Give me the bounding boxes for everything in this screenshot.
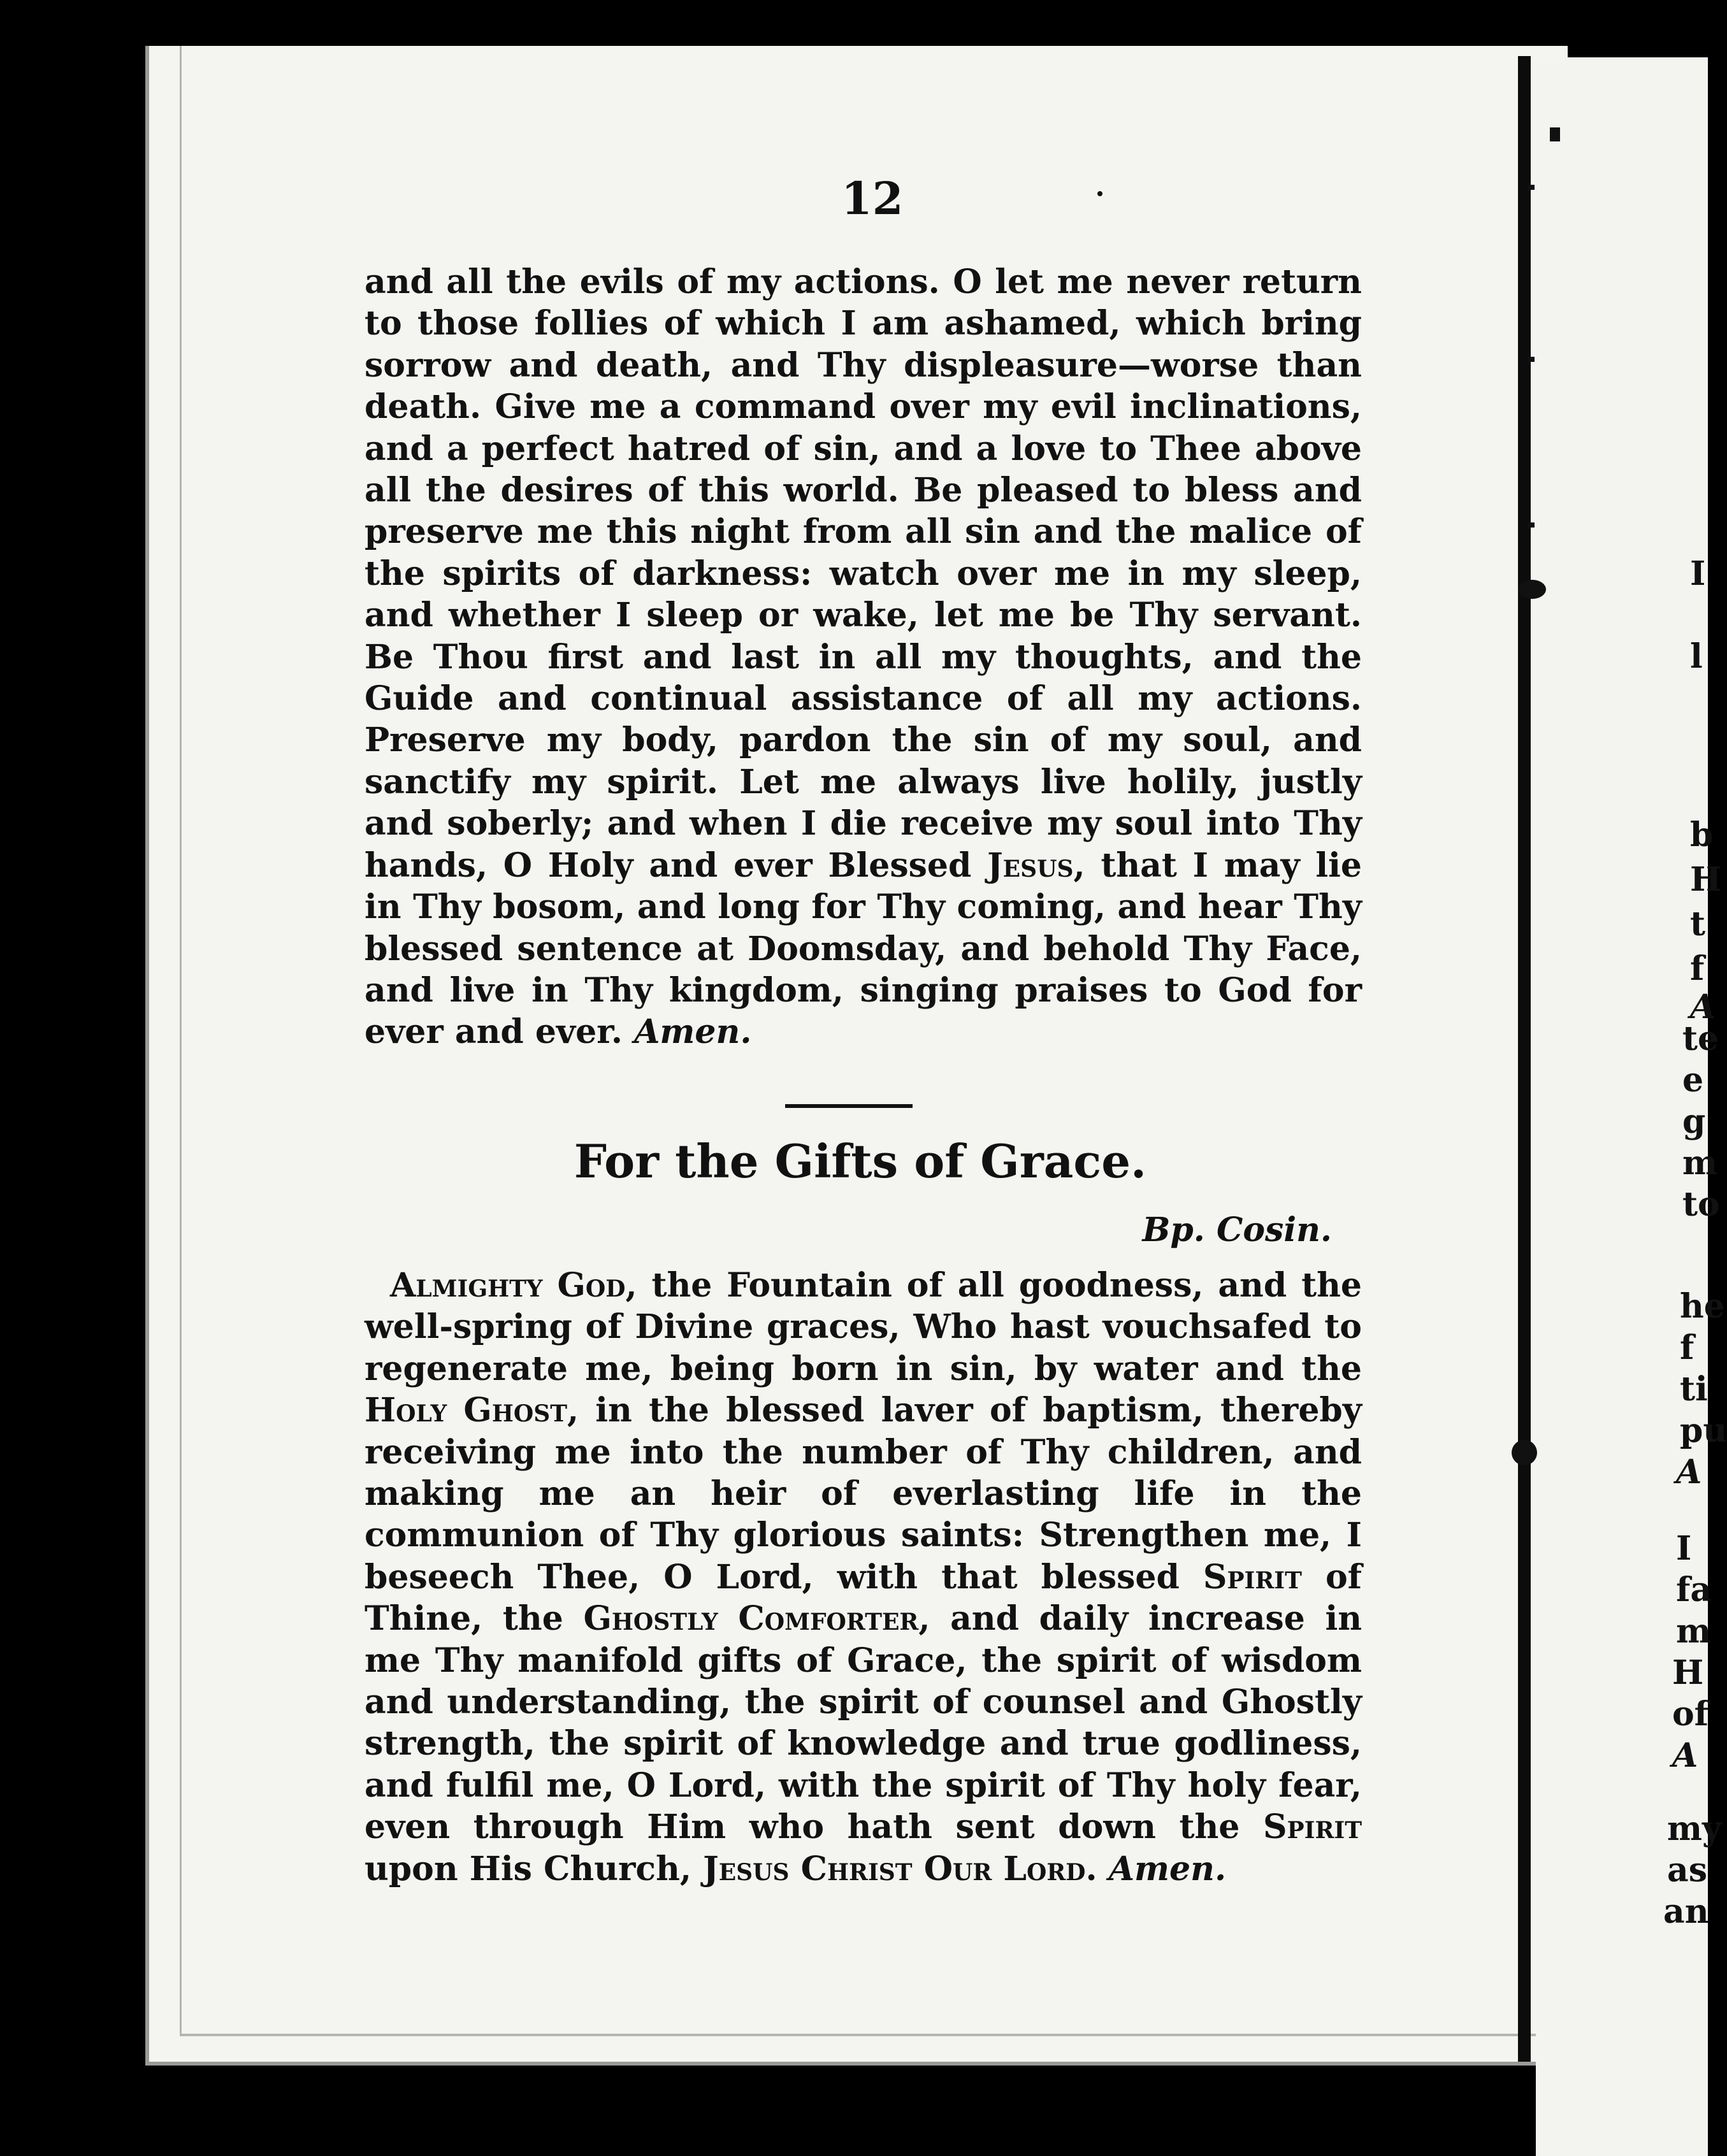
adjacent-fragment: H xyxy=(1672,1653,1704,1692)
adjacent-fragment: fa xyxy=(1676,1570,1712,1609)
section-divider xyxy=(785,1104,913,1108)
adjacent-fragment: I xyxy=(1690,554,1706,593)
adjacent-fragment: m xyxy=(1676,1612,1712,1651)
adjacent-fragment: an xyxy=(1663,1892,1709,1931)
adjacent-fragment: A xyxy=(1676,1453,1702,1491)
adjacent-fragment: I xyxy=(1676,1529,1692,1568)
section-heading: For the Gifts of Grace. xyxy=(574,1134,1147,1188)
adjacent-fragment: pu xyxy=(1680,1411,1727,1450)
ink-mark xyxy=(1550,127,1560,141)
divine-name: Jesus Christ Our Lord xyxy=(703,1849,1086,1888)
adjacent-fragment: as xyxy=(1667,1851,1707,1890)
adjacent-fragment: b xyxy=(1690,816,1714,854)
amen: Amen. xyxy=(1108,1849,1227,1888)
adjacent-fragment: l xyxy=(1690,637,1703,676)
ink-mark xyxy=(1097,191,1102,196)
divine-name: Spirit xyxy=(1203,1557,1302,1597)
prayer-text: and all the evils of my actions. O let me never return to those follies of which I am ashamed, which bring sorrow and death, and Thy displeasure—worse than death. Give me a command over my evil inclinations, and a perfect hatred of sin, and a love to Thee above all the desires of this world. Be pleased to bless and preserve me this night from all sin and the malice of the spirits of darkness: watch over me in my sleep, and whether I sleep or wake, let me be Thy servant. Be Thou first and last in all my thoughts, and the Guide and continual assistance of all my actions. Preserve my body, pardon the sin of my soul, and sanctify my spirit. Let me always live holily, justly and soberly; and when I die receive my soul into Thy hands, O Holy and ever Blessed xyxy=(365,262,1362,885)
adjacent-fragment: of xyxy=(1672,1695,1709,1734)
adjacent-fragment: f xyxy=(1680,1328,1694,1367)
prayer-paragraph-1 xyxy=(365,261,1362,1053)
divine-name: Ghostly Comforter xyxy=(583,1599,919,1639)
prayer-text: , in the blessed laver of baptism, thereby receiving me into the number of Thy children, and making me an heir of everlasting life in the communion of Thy glorious saints: Strengthen me, I beseech Thee, O Lord, with that blessed xyxy=(365,1391,1362,1597)
adjacent-fragment: H xyxy=(1690,860,1722,899)
author-attribution: Bp. Cosin. xyxy=(1142,1211,1332,1249)
divine-name: Holy Ghost xyxy=(365,1391,567,1430)
prayer-text: of Thine, the xyxy=(365,1557,1362,1639)
adjacent-fragment: m xyxy=(1682,1144,1718,1182)
prayer-text: , the Fountain of all goodness, and the well-spring of Divine graces, Who hast vouchsafed to regenerate me, being born in sin, by water and the xyxy=(365,1266,1362,1388)
prayer-text-cont: , that I may lie in Thy bosom, and long for Thy coming, and hear Thy blessed sentence at Doomsday, and behold Thy Face, and live in Thy kingdom, singing praises to God for ever and ever. xyxy=(365,845,1362,1052)
adjacent-fragment: f xyxy=(1690,949,1705,988)
ink-mark xyxy=(1512,1440,1537,1465)
page-number: 12 xyxy=(841,172,904,225)
prayer-text: upon His Church, xyxy=(365,1849,704,1888)
divine-name: Spirit xyxy=(1262,1807,1362,1847)
adjacent-fragment: A xyxy=(1690,988,1716,1026)
prayer-text: , and daily increase in me Thy manifold gifts of Grace, the spirit of wisdom and understanding, the spirit of counsel and Ghostly strength, the spirit of knowledge and true godliness, and fulfil me, O Lord, with the spirit of Thy holy fear, even through Him who hath sent down the xyxy=(365,1599,1362,1847)
adjacent-fragment: he xyxy=(1680,1287,1725,1326)
adjacent-fragment: g xyxy=(1682,1102,1706,1141)
adjacent-fragment: te xyxy=(1682,1019,1719,1058)
adjacent-fragment: to xyxy=(1682,1185,1720,1224)
ink-mark xyxy=(1528,357,1535,362)
divine-name: Jesus xyxy=(987,845,1074,885)
ink-mark xyxy=(1528,522,1535,528)
adjacent-fragment: t xyxy=(1690,905,1706,944)
opening-words: Almighty God xyxy=(390,1266,626,1305)
ink-mark xyxy=(1518,580,1546,599)
prayer-text: . xyxy=(1085,1849,1109,1888)
adjacent-fragment: A xyxy=(1672,1736,1698,1775)
amen: Amen. xyxy=(634,1012,752,1052)
adjacent-fragment: my xyxy=(1667,1809,1722,1848)
adjacent-fragment: ti xyxy=(1680,1370,1708,1409)
prayer-paragraph-2 xyxy=(365,1265,1362,1890)
ink-mark xyxy=(1528,185,1535,190)
adjacent-fragment: e xyxy=(1682,1061,1704,1100)
